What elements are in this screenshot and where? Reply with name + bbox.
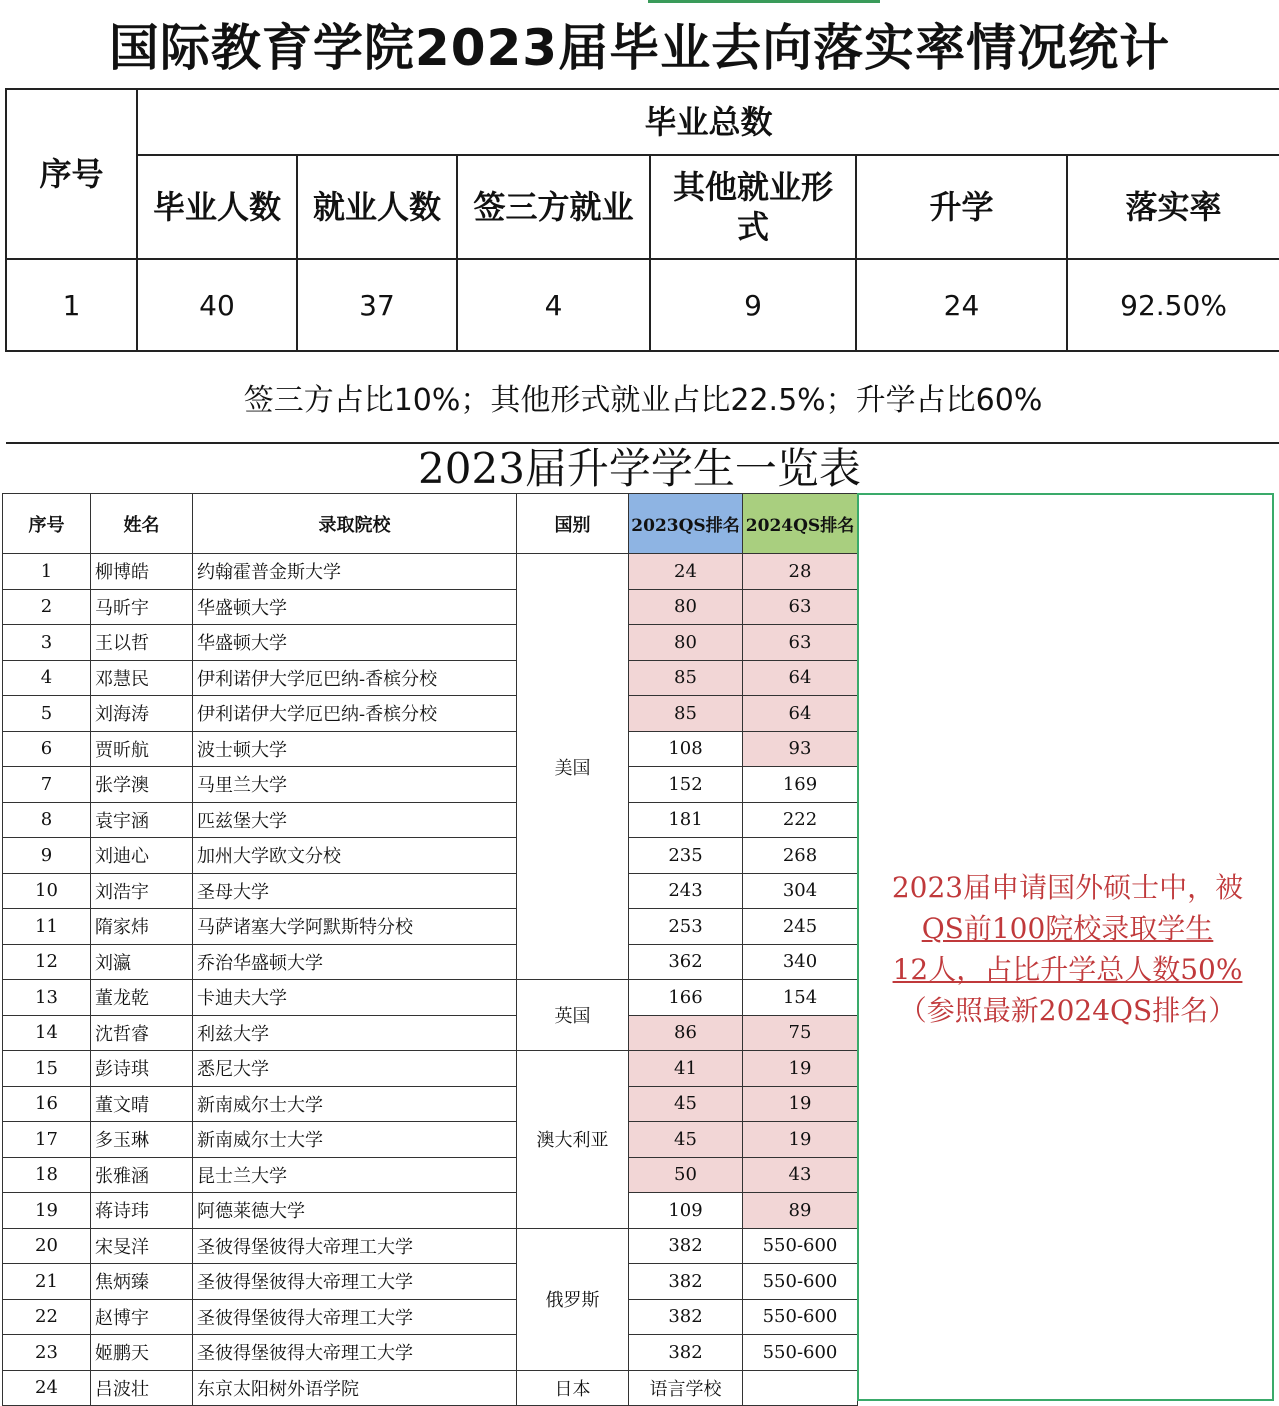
row-seq: 9	[3, 838, 91, 874]
row-qs2024: 245	[743, 909, 858, 945]
summary-header-employed: 就业人数	[297, 155, 457, 259]
row-name: 邓慧民	[91, 660, 193, 696]
row-seq: 20	[3, 1228, 91, 1264]
row-school: 悉尼大学	[193, 1051, 517, 1087]
row-seq: 7	[3, 767, 91, 803]
row-qs2023: 243	[629, 873, 743, 909]
summary-employed: 37	[297, 259, 457, 351]
table-row	[3, 1015, 858, 1051]
title-accent-line	[648, 0, 880, 3]
side-note-line-2: QS前100院校录取学生	[921, 912, 1214, 945]
row-name: 袁宇涵	[91, 802, 193, 838]
row-seq: 23	[3, 1335, 91, 1371]
row-qs2024: 64	[743, 660, 858, 696]
row-school: 约翰霍普金斯大学	[193, 554, 517, 590]
row-qs2024: 63	[743, 625, 858, 661]
summary-graduates: 40	[137, 259, 297, 351]
row-name: 董龙乾	[91, 980, 193, 1016]
page-title: 国际教育学院2023届毕业去向落实率情况统计	[108, 19, 1171, 77]
list-header-name: 姓名	[91, 494, 193, 554]
country-usa: 美国	[517, 554, 629, 980]
row-name: 马昕宇	[91, 589, 193, 625]
summary-header-rate: 落实率	[1067, 155, 1279, 259]
row-name: 柳博皓	[91, 554, 193, 590]
list-header-seq: 序号	[3, 494, 91, 554]
summary-note: 签三方占比10%；其他形式就业占比22.5%；升学占比60%	[6, 351, 1279, 443]
table-row	[3, 554, 858, 590]
country-uk: 英国	[517, 980, 629, 1051]
row-name: 隋家炜	[91, 909, 193, 945]
row-qs2023: 181	[629, 802, 743, 838]
row-school: 伊利诺伊大学厄巴纳-香槟分校	[193, 696, 517, 732]
row-qs2024: 19	[743, 1086, 858, 1122]
summary-other: 9	[650, 259, 856, 351]
summary-header-other: 其他就业形式	[650, 155, 856, 259]
side-note-line-4: （参照最新2024QS排名）	[898, 994, 1237, 1027]
list-header-qs2023: 2023QS排名	[629, 494, 743, 554]
row-seq: 21	[3, 1264, 91, 1300]
row-qs2024	[743, 1370, 858, 1406]
row-seq: 19	[3, 1193, 91, 1229]
country-russia: 俄罗斯	[517, 1228, 629, 1370]
row-name: 宋旻洋	[91, 1228, 193, 1264]
row-name: 焦炳臻	[91, 1264, 193, 1300]
table-row	[3, 589, 858, 625]
list-header-country: 国别	[517, 494, 629, 554]
row-name: 沈哲睿	[91, 1015, 193, 1051]
row-name: 姬鹏天	[91, 1335, 193, 1371]
row-name: 张雅涵	[91, 1157, 193, 1193]
row-qs2024: 304	[743, 873, 858, 909]
row-seq: 11	[3, 909, 91, 945]
side-note-box	[857, 493, 1274, 1401]
row-school: 华盛顿大学	[193, 589, 517, 625]
table-row	[3, 696, 858, 732]
row-qs2024: 89	[743, 1193, 858, 1229]
table-row	[3, 1193, 858, 1229]
row-name: 彭诗琪	[91, 1051, 193, 1087]
summary-tripartite: 4	[457, 259, 650, 351]
row-seq: 24	[3, 1370, 91, 1406]
row-name: 刘浩宇	[91, 873, 193, 909]
row-name: 蒋诗玮	[91, 1193, 193, 1229]
table-row	[3, 1086, 858, 1122]
row-qs2023: 45	[629, 1122, 743, 1158]
row-seq: 6	[3, 731, 91, 767]
row-qs2024: 28	[743, 554, 858, 590]
row-qs2023: 382	[629, 1335, 743, 1371]
row-name: 王以哲	[91, 625, 193, 661]
row-qs2023: 80	[629, 625, 743, 661]
row-school: 新南威尔士大学	[193, 1086, 517, 1122]
row-qs2024: 268	[743, 838, 858, 874]
row-school: 东京太阳树外语学院	[193, 1370, 517, 1406]
list-title: 2023届升学学生一览表	[418, 444, 861, 493]
row-qs2024: 43	[743, 1157, 858, 1193]
row-school: 阿德莱德大学	[193, 1193, 517, 1229]
row-school: 伊利诺伊大学厄巴纳-香槟分校	[193, 660, 517, 696]
row-seq: 2	[3, 589, 91, 625]
row-qs2024: 550-600	[743, 1335, 858, 1371]
row-qs2023: 80	[629, 589, 743, 625]
table-row	[3, 1157, 858, 1193]
table-row	[3, 1299, 858, 1335]
row-seq: 13	[3, 980, 91, 1016]
row-school: 圣彼得堡彼得大帝理工大学	[193, 1335, 517, 1371]
row-qs2024: 19	[743, 1051, 858, 1087]
row-qs2024: 550-600	[743, 1299, 858, 1335]
row-qs2023: 108	[629, 731, 743, 767]
row-school: 马萨诸塞大学阿默斯特分校	[193, 909, 517, 945]
table-row	[3, 1335, 858, 1371]
row-school: 圣彼得堡彼得大帝理工大学	[193, 1228, 517, 1264]
row-qs2023: 382	[629, 1299, 743, 1335]
summary-further-study: 24	[856, 259, 1067, 351]
table-row	[3, 838, 858, 874]
row-qs2023: 382	[629, 1228, 743, 1264]
row-qs2024: 222	[743, 802, 858, 838]
table-row	[3, 980, 858, 1016]
row-name: 刘海涛	[91, 696, 193, 732]
row-name: 吕波壮	[91, 1370, 193, 1406]
table-row	[3, 944, 858, 980]
summary-header-seq: 序号	[6, 89, 137, 259]
row-qs2023: 41	[629, 1051, 743, 1087]
side-note-line-1: 2023届申请国外硕士中，被	[891, 871, 1244, 904]
row-qs2023: 166	[629, 980, 743, 1016]
summary-rate: 92.50%	[1067, 259, 1279, 351]
row-school: 昆士兰大学	[193, 1157, 517, 1193]
row-name: 贾昕航	[91, 731, 193, 767]
row-qs2023: 45	[629, 1086, 743, 1122]
list-header-school: 录取院校	[193, 494, 517, 554]
side-note	[859, 867, 1276, 1031]
row-name: 刘瀛	[91, 944, 193, 980]
row-qs2024: 550-600	[743, 1228, 858, 1264]
row-school: 利兹大学	[193, 1015, 517, 1051]
row-seq: 15	[3, 1051, 91, 1087]
table-row	[3, 731, 858, 767]
row-seq: 18	[3, 1157, 91, 1193]
row-qs2024: 19	[743, 1122, 858, 1158]
row-school: 圣彼得堡彼得大帝理工大学	[193, 1264, 517, 1300]
table-row	[3, 1264, 858, 1300]
row-seq: 10	[3, 873, 91, 909]
table-row	[3, 873, 858, 909]
row-qs2024: 63	[743, 589, 858, 625]
row-qs2023: 85	[629, 660, 743, 696]
row-qs2023: 语言学校	[629, 1370, 743, 1406]
side-note-line-3: 12人，占比升学总人数50%	[892, 953, 1243, 986]
country-australia: 澳大利亚	[517, 1051, 629, 1229]
row-seq: 5	[3, 696, 91, 732]
row-school: 新南威尔士大学	[193, 1122, 517, 1158]
summary-header-tripartite: 签三方就业	[457, 155, 650, 259]
row-school: 乔治华盛顿大学	[193, 944, 517, 980]
row-name: 张学澳	[91, 767, 193, 803]
summary-header-graduates: 毕业人数	[137, 155, 297, 259]
row-qs2023: 24	[629, 554, 743, 590]
table-row	[3, 625, 858, 661]
row-seq: 17	[3, 1122, 91, 1158]
row-qs2023: 50	[629, 1157, 743, 1193]
row-qs2024: 75	[743, 1015, 858, 1051]
row-name: 多玉琳	[91, 1122, 193, 1158]
row-seq: 12	[3, 944, 91, 980]
row-seq: 22	[3, 1299, 91, 1335]
table-row	[3, 1122, 858, 1158]
summary-table	[5, 88, 1279, 444]
summary-header-group: 毕业总数	[137, 89, 1279, 155]
row-seq: 8	[3, 802, 91, 838]
row-qs2023: 109	[629, 1193, 743, 1229]
row-name: 赵博宇	[91, 1299, 193, 1335]
row-qs2024: 550-600	[743, 1264, 858, 1300]
row-name: 董文晴	[91, 1086, 193, 1122]
row-seq: 4	[3, 660, 91, 696]
student-list-table	[2, 493, 858, 1406]
country-japan: 日本	[517, 1370, 629, 1406]
row-school: 匹兹堡大学	[193, 802, 517, 838]
row-seq: 3	[3, 625, 91, 661]
row-school: 波士顿大学	[193, 731, 517, 767]
row-qs2023: 152	[629, 767, 743, 803]
row-school: 加州大学欧文分校	[193, 838, 517, 874]
row-school: 马里兰大学	[193, 767, 517, 803]
table-row	[3, 1370, 858, 1406]
row-school: 华盛顿大学	[193, 625, 517, 661]
row-qs2024: 64	[743, 696, 858, 732]
row-seq: 1	[3, 554, 91, 590]
summary-seq: 1	[6, 259, 137, 351]
row-school: 卡迪夫大学	[193, 980, 517, 1016]
list-header-qs2024: 2024QS排名	[743, 494, 858, 554]
summary-header-further-study: 升学	[856, 155, 1067, 259]
table-row	[3, 767, 858, 803]
row-school: 圣母大学	[193, 873, 517, 909]
row-qs2023: 253	[629, 909, 743, 945]
row-qs2023: 382	[629, 1264, 743, 1300]
row-qs2024: 93	[743, 731, 858, 767]
row-qs2023: 85	[629, 696, 743, 732]
row-seq: 16	[3, 1086, 91, 1122]
table-row	[3, 660, 858, 696]
row-qs2023: 86	[629, 1015, 743, 1051]
table-row	[3, 802, 858, 838]
row-qs2024: 154	[743, 980, 858, 1016]
row-name: 刘迪心	[91, 838, 193, 874]
table-row	[3, 909, 858, 945]
row-school: 圣彼得堡彼得大帝理工大学	[193, 1299, 517, 1335]
row-seq: 14	[3, 1015, 91, 1051]
row-qs2024: 169	[743, 767, 858, 803]
table-row	[3, 1051, 858, 1087]
row-qs2024: 340	[743, 944, 858, 980]
row-qs2023: 362	[629, 944, 743, 980]
row-qs2023: 235	[629, 838, 743, 874]
table-row	[3, 1228, 858, 1264]
